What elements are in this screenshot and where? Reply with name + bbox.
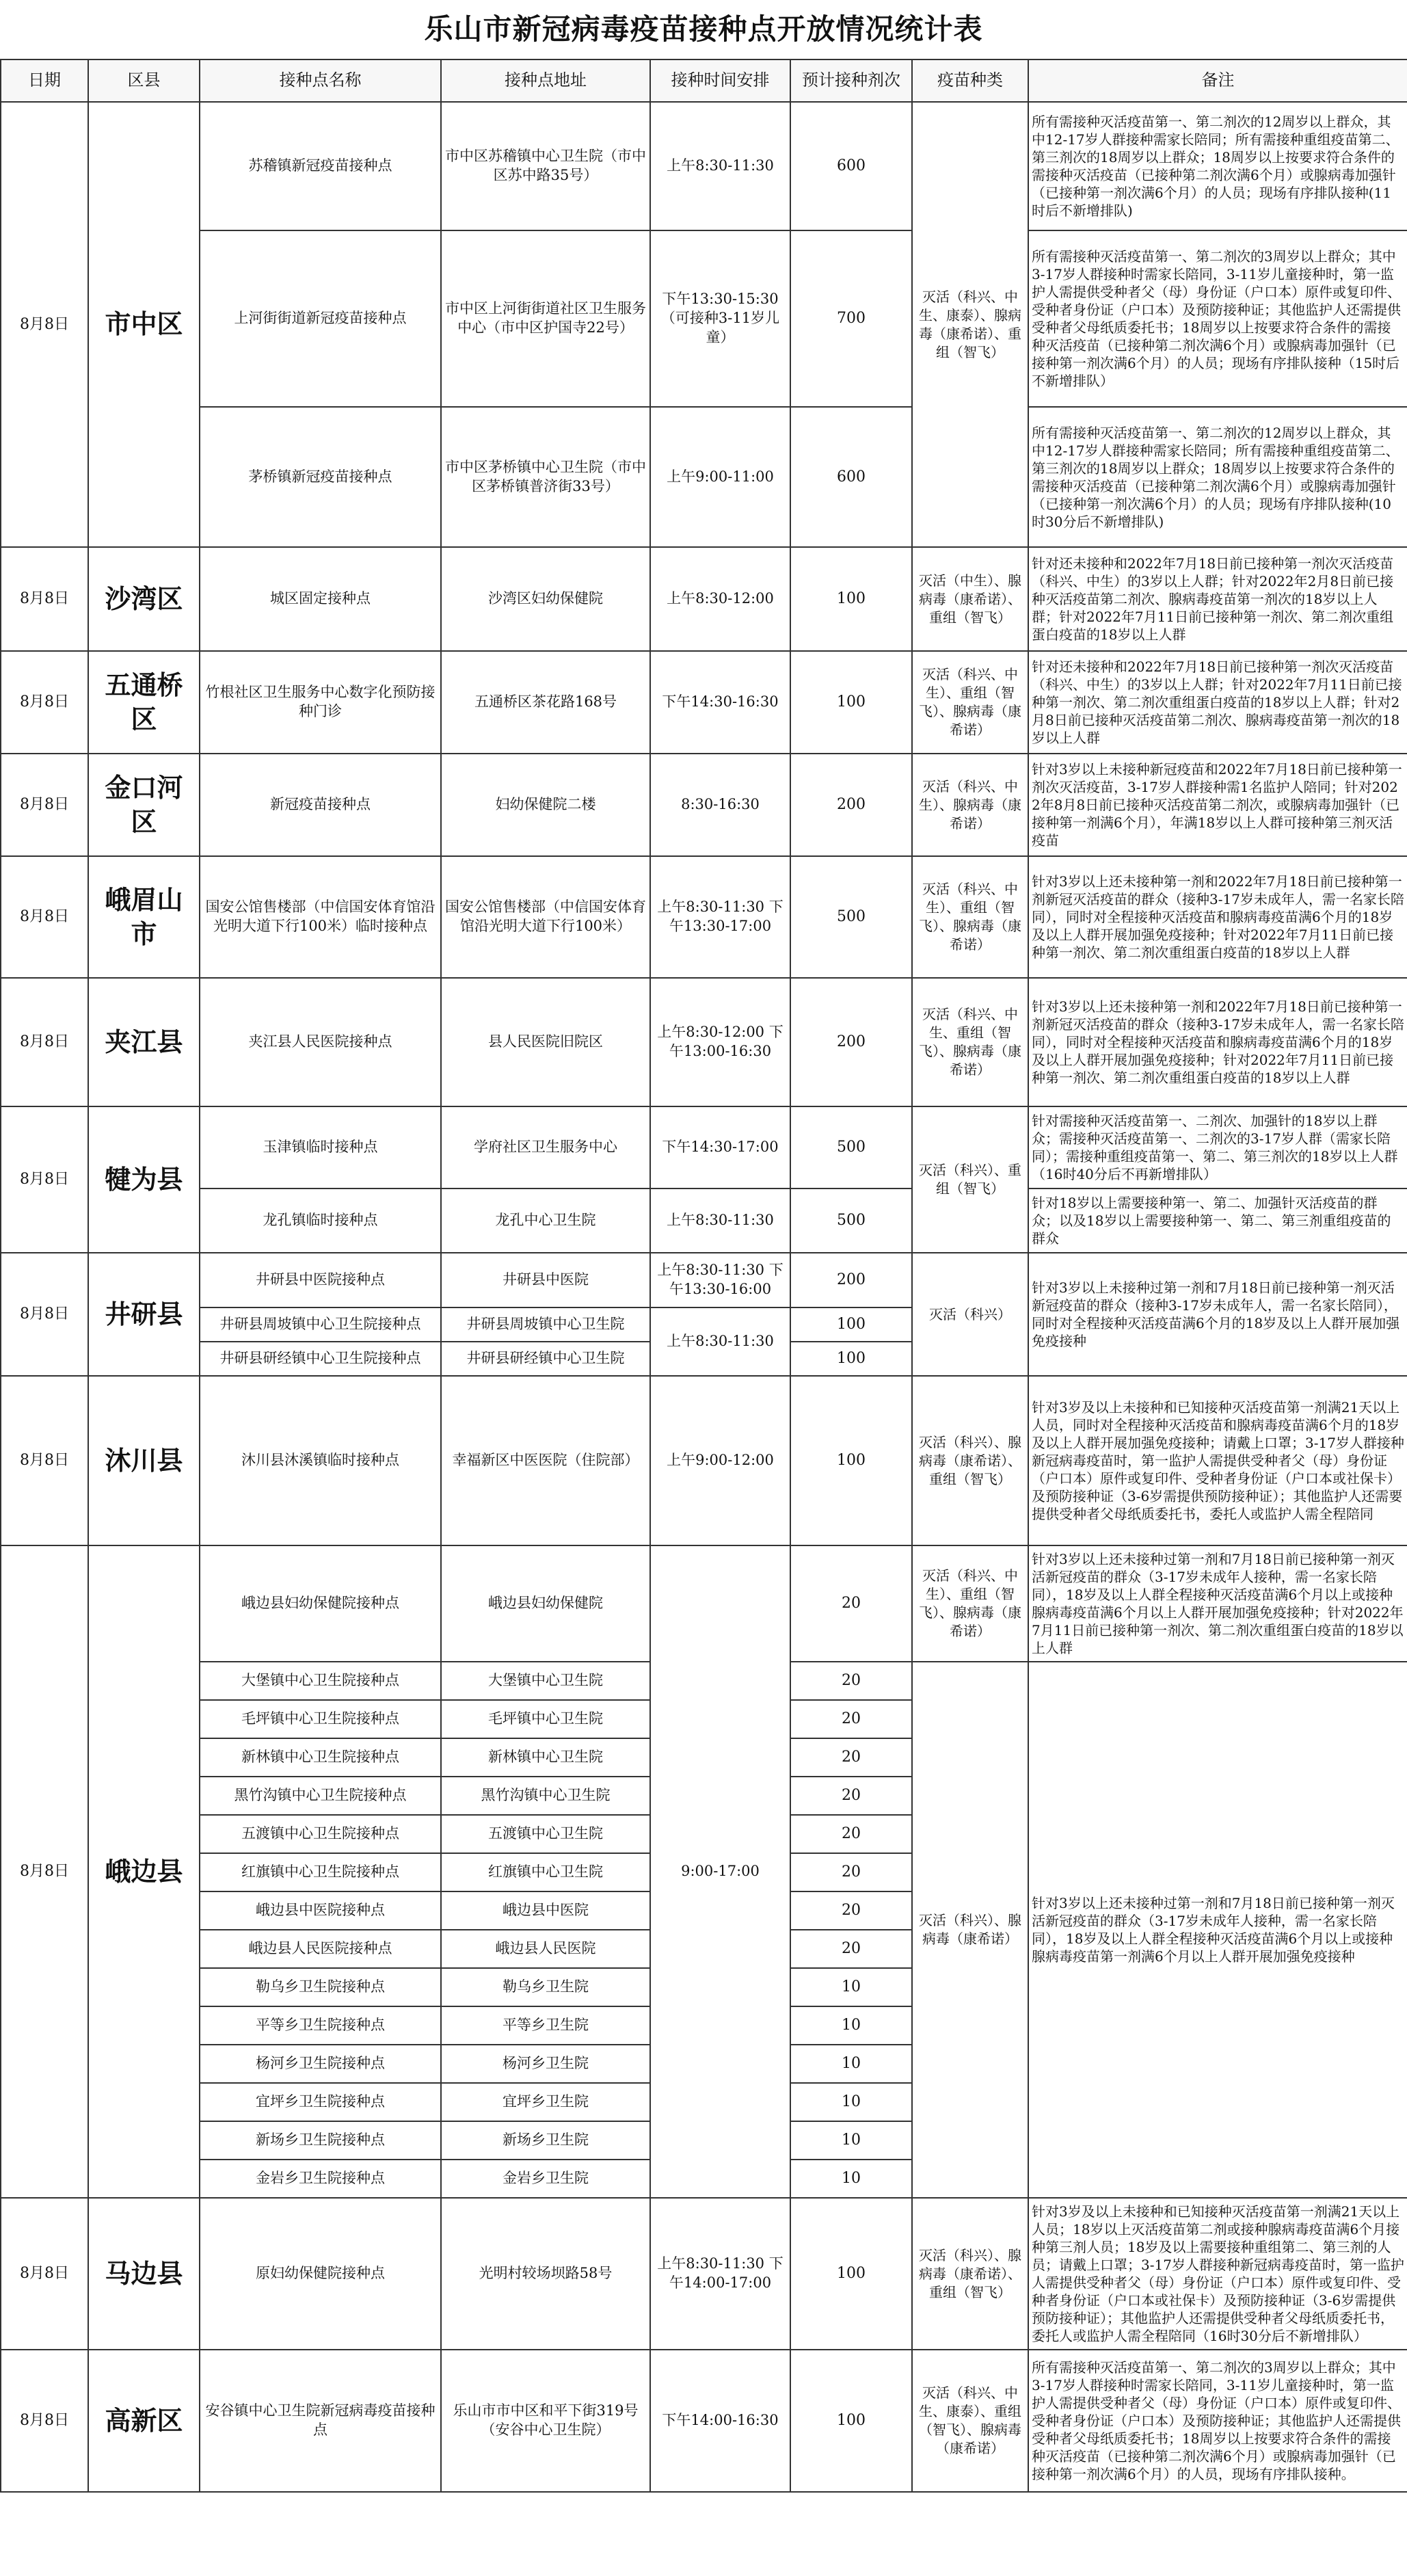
site-name: 毛坪镇中心卫生院接种点 <box>200 1700 441 1738</box>
site-doses: 10 <box>790 2045 912 2083</box>
site-doses: 10 <box>790 1968 912 2006</box>
site-name: 竹根社区卫生服务中心数字化预防接种门诊 <box>200 651 441 754</box>
site-name: 井研县中医院接种点 <box>200 1253 441 1307</box>
site-doses: 500 <box>790 856 912 978</box>
table-row <box>1 1545 1407 1662</box>
site-remarks: 针对3岁以上还未接种第一剂和2022年7月18日前已接种第一剂新冠灭活疫苗的群众（接种3-17岁未成年人，需一名家长陪同），同时对全程接种灭活疫苗和腺病毒疫苗满6个月的18岁及以上人群开展加强免疫接种；针对2022年7月11日前已接种第一剂次、第二剂次重组蛋白疫苗的18岁以上人群 <box>1028 856 1407 978</box>
site-address: 平等乡卫生院 <box>441 2006 650 2045</box>
site-schedule: 上午9:00-12:00 <box>650 1376 790 1545</box>
table-row <box>1 651 1407 754</box>
site-name: 勒乌乡卫生院接种点 <box>200 1968 441 2006</box>
date-cell: 8月8日 <box>1 1545 88 2198</box>
vaccine-type: 灭活（科兴、中生、康泰）、腺病毒（康希诺）、重组（智飞） <box>912 102 1028 547</box>
site-schedule: 下午14:30-16:30 <box>650 651 790 754</box>
header-date: 日期 <box>1 59 88 102</box>
site-name: 杨河乡卫生院接种点 <box>200 2045 441 2083</box>
site-address: 市中区苏稽镇中心卫生院（市中区苏中路35号） <box>441 102 650 230</box>
site-remarks: 所有需接种灭活疫苗第一、第二剂次的3周岁以上群众；其中3-17岁人群接种时需家长陪同，3-11岁儿童接种时，第一监护人需提供受种者父（母）身份证（户口本）原件或复印件、受种者身份证（户口本）及预防接种证；其他监护人还需提供受种者父母纸质委托书；18周岁以上按要求符合条件的需接种灭活疫苗（已接种第二剂次满6个月）或腺病毒加强针（已接种第一剂次满6个月）的人员；现场有序排队接种（15时后不新增排队） <box>1028 230 1407 407</box>
vaccine-type: 灭活（科兴、中生）、重组（智飞）、腺病毒（康希诺） <box>912 1545 1028 1662</box>
header-remarks: 备注 <box>1028 59 1407 102</box>
site-schedule: 上午8:30-11:30 <box>650 1189 790 1253</box>
site-schedule: 上午8:30-11:30 下午13:30-17:00 <box>650 856 790 978</box>
site-doses: 500 <box>790 1106 912 1189</box>
site-doses: 20 <box>790 1930 912 1968</box>
site-address: 勒乌乡卫生院 <box>441 1968 650 2006</box>
site-doses: 200 <box>790 754 912 856</box>
site-doses: 600 <box>790 407 912 547</box>
vaccine-type: 灭活（科兴、中生）、重组（智飞）、腺病毒（康希诺） <box>912 856 1028 978</box>
site-address: 市中区上河街街道社区卫生服务中心（市中区护国寺22号） <box>441 230 650 407</box>
site-schedule: 上午8:30-12:00 <box>650 547 790 651</box>
vaccine-type: 灭活（科兴、中生）、重组（智飞）、腺病毒（康希诺） <box>912 651 1028 754</box>
site-name: 峨边县中医院接种点 <box>200 1891 441 1930</box>
site-doses: 100 <box>790 1307 912 1342</box>
site-address: 国安公馆售楼部（中信国安体育馆沿光明大道下行100米） <box>441 856 650 978</box>
site-name: 新林镇中心卫生院接种点 <box>200 1738 441 1777</box>
site-address: 妇幼保健院二楼 <box>441 754 650 856</box>
site-doses: 100 <box>790 2350 912 2492</box>
table-row <box>1 102 1407 230</box>
site-name: 原妇幼保健院接种点 <box>200 2198 441 2350</box>
vaccine-type: 灭活（科兴）、重组（智飞） <box>912 1106 1028 1253</box>
date-cell: 8月8日 <box>1 2198 88 2350</box>
site-remarks: 针对3岁以上还未接种过第一剂和7月18日前已接种第一剂灭活新冠疫苗的群众（3-17岁未成年人接种，需一名家长陪同），18岁及以上人群全程接种灭活疫苗满6个月以上或接种腺病毒疫苗第一剂满6个月以上人群开展加强免疫接种 <box>1028 1662 1407 2198</box>
table-row <box>1 547 1407 651</box>
site-address: 市中区茅桥镇中心卫生院（市中区茅桥镇普济街33号） <box>441 407 650 547</box>
vaccine-type: 灭活（科兴、中生、重组（智飞）、腺病毒（康希诺） <box>912 978 1028 1106</box>
county-cell: 马边县 <box>88 2198 200 2350</box>
site-doses: 100 <box>790 547 912 651</box>
site-name: 井研县周坡镇中心卫生院接种点 <box>200 1307 441 1342</box>
date-cell: 8月8日 <box>1 1106 88 1253</box>
table-row <box>1 1376 1407 1545</box>
site-remarks: 所有需接种灭活疫苗第一、第二剂次的12周岁以上群众，其中12-17岁人群接种需家长陪同；所有需接种重组疫苗第二、第三剂次的18周岁以上群众；18周岁以上按要求符合条件的需接种灭活疫苗（已接种第二剂次满6个月）或腺病毒加强针（已接种第一剂次满6个月）的人员；现场有序排队接种(10时30分后不新增排队) <box>1028 407 1407 547</box>
site-address: 沙湾区妇幼保健院 <box>441 547 650 651</box>
site-address: 峨边县人民医院 <box>441 1930 650 1968</box>
site-remarks: 针对还未接种和2022年7月18日前已接种第一剂次灭活疫苗（科兴、中生）的3岁以上人群；针对2022年2月8日前已接种灭活疫苗第二剂次、腺病毒疫苗第一剂次的18岁以上人群；针对2022年7月11日前已接种第一剂次、第二剂次重组蛋白疫苗的18岁以上人群 <box>1028 547 1407 651</box>
site-schedule: 上午8:30-12:00 下午13:00-16:30 <box>650 978 790 1106</box>
site-name: 黑竹沟镇中心卫生院接种点 <box>200 1777 441 1815</box>
table-row <box>1 2350 1407 2492</box>
site-name: 平等乡卫生院接种点 <box>200 2006 441 2045</box>
site-doses: 10 <box>790 2121 912 2160</box>
site-address: 金岩乡卫生院 <box>441 2160 650 2198</box>
date-cell: 8月8日 <box>1 102 88 547</box>
vaccine-type: 灭活（科兴、中生、康泰）、重组（智飞）、腺病毒（康希诺） <box>912 2350 1028 2492</box>
site-name: 井研县研经镇中心卫生院接种点 <box>200 1342 441 1376</box>
vaccination-sites-table <box>0 59 1407 2493</box>
site-doses: 600 <box>790 102 912 230</box>
site-schedule: 8:30-16:30 <box>650 754 790 856</box>
header-site-name: 接种点名称 <box>200 59 441 102</box>
county-cell: 五通桥区 <box>88 651 200 754</box>
site-name: 峨边县妇幼保健院接种点 <box>200 1545 441 1662</box>
header-schedule: 接种时间安排 <box>650 59 790 102</box>
site-schedule: 上午8:30-11:30 下午13:30-16:00 <box>650 1253 790 1307</box>
site-doses: 20 <box>790 1700 912 1738</box>
site-remarks: 针对3岁以上未接种过第一剂和7月18日前已接种第一剂灭活新冠疫苗的群众（接种3-17岁未成年人，需一名家长陪同），同时对全程接种灭活疫苗满6个月的18岁及以上人群开展加强免疫接种 <box>1028 1253 1407 1376</box>
site-address: 黑竹沟镇中心卫生院 <box>441 1777 650 1815</box>
date-cell: 8月8日 <box>1 2350 88 2492</box>
site-name: 上河街街道新冠疫苗接种点 <box>200 230 441 407</box>
site-address: 光明村较场坝路58号 <box>441 2198 650 2350</box>
site-address: 幸福新区中医医院（住院部） <box>441 1376 650 1545</box>
header-county: 区县 <box>88 59 200 102</box>
site-doses: 500 <box>790 1189 912 1253</box>
county-cell: 夹江县 <box>88 978 200 1106</box>
site-address: 乐山市市中区和平下街319号（安谷中心卫生院） <box>441 2350 650 2492</box>
site-name: 金岩乡卫生院接种点 <box>200 2160 441 2198</box>
county-cell: 金口河区 <box>88 754 200 856</box>
site-doses: 700 <box>790 230 912 407</box>
site-remarks: 针对3岁以上还未接种第一剂和2022年7月18日前已接种第一剂新冠灭活疫苗的群众（接种3-17岁未成年人，需一名家长陪同），同时对全程接种灭活疫苗和腺病毒疫苗满6个月的18岁及以上人群开展加强免疫接种；针对2022年7月11日前已接种第一剂次、第二剂次重组蛋白疫苗的18岁以上人群 <box>1028 978 1407 1106</box>
site-address: 龙孔中心卫生院 <box>441 1189 650 1253</box>
site-address: 县人民医院旧院区 <box>441 978 650 1106</box>
site-address: 峨边县妇幼保健院 <box>441 1545 650 1662</box>
site-remarks: 针对3岁以上未接种新冠疫苗和2022年7月18日前已接种第一剂次灭活疫苗，3-17岁人群接种需1名监护人陪同；针对2022年8月8日前已接种灭活疫苗第二剂次，或腺病毒加强针（已接种第一剂满6个月），年满18岁以上人群可接种第三剂灭活疫苗 <box>1028 754 1407 856</box>
vaccine-type: 灭活（科兴） <box>912 1253 1028 1376</box>
site-address: 新场乡卫生院 <box>441 2121 650 2160</box>
vaccine-type: 灭活（科兴、中生）、腺病毒（康希诺） <box>912 754 1028 856</box>
site-address: 井研县研经镇中心卫生院 <box>441 1342 650 1376</box>
site-doses: 200 <box>790 1253 912 1307</box>
site-schedule: 下午14:00-16:30 <box>650 2350 790 2492</box>
table-row <box>1 1189 1407 1253</box>
site-doses: 10 <box>790 2160 912 2198</box>
site-name: 宜坪乡卫生院接种点 <box>200 2083 441 2121</box>
site-doses: 20 <box>790 1545 912 1662</box>
county-cell: 峨边县 <box>88 1545 200 2198</box>
site-address: 五渡镇中心卫生院 <box>441 1815 650 1853</box>
site-doses: 100 <box>790 1342 912 1376</box>
site-name: 夹江县人民医院接种点 <box>200 978 441 1106</box>
site-doses: 200 <box>790 978 912 1106</box>
site-schedule: 上午8:30-11:30 <box>650 102 790 230</box>
site-address: 杨河乡卫生院 <box>441 2045 650 2083</box>
site-address: 毛坪镇中心卫生院 <box>441 1700 650 1738</box>
site-schedule: 上午8:30-11:30 下午14:00-17:00 <box>650 2198 790 2350</box>
vaccine-type: 灭活（科兴）、腺病毒（康希诺）、重组（智飞） <box>912 1376 1028 1545</box>
site-address: 大堡镇中心卫生院 <box>441 1662 650 1700</box>
date-cell: 8月8日 <box>1 754 88 856</box>
county-cell: 高新区 <box>88 2350 200 2492</box>
table-row <box>1 1106 1407 1189</box>
site-schedule: 上午8:30-11:30 <box>650 1307 790 1376</box>
site-name: 红旗镇中心卫生院接种点 <box>200 1853 441 1891</box>
site-schedule: 下午14:30-17:00 <box>650 1106 790 1189</box>
date-cell: 8月8日 <box>1 1253 88 1376</box>
county-cell: 峨眉山市 <box>88 856 200 978</box>
site-name: 安谷镇中心卫生院新冠病毒疫苗接种点 <box>200 2350 441 2492</box>
site-address: 新林镇中心卫生院 <box>441 1738 650 1777</box>
document-title: 乐山市新冠病毒疫苗接种点开放情况统计表 <box>424 12 983 46</box>
vaccine-type: 灭活（科兴）、腺病毒（康希诺）、重组（智飞） <box>912 2198 1028 2350</box>
site-remarks: 针对18岁以上需要接种第一、第二、加强针灭活疫苗的群众；以及18岁以上需要接种第一、第二、第三剂重组疫苗的群众 <box>1028 1189 1407 1253</box>
header-vaccine-type: 疫苗种类 <box>912 59 1028 102</box>
site-address: 井研县中医院 <box>441 1253 650 1307</box>
site-schedule: 下午13:30-15:30（可接种3-11岁儿童） <box>650 230 790 407</box>
site-name: 茅桥镇新冠疫苗接种点 <box>200 407 441 547</box>
table-row <box>1 407 1407 547</box>
site-doses: 100 <box>790 1376 912 1545</box>
table-row <box>1 978 1407 1106</box>
site-doses: 20 <box>790 1815 912 1853</box>
site-address: 峨边县中医院 <box>441 1891 650 1930</box>
site-name: 玉津镇临时接种点 <box>200 1106 441 1189</box>
site-name: 沐川县沐溪镇临时接种点 <box>200 1376 441 1545</box>
date-cell: 8月8日 <box>1 1376 88 1545</box>
county-cell: 沙湾区 <box>88 547 200 651</box>
site-doses: 20 <box>790 1853 912 1891</box>
site-remarks: 所有需接种灭活疫苗第一、第二剂次的3周岁以上群众；其中3-17岁人群接种时需家长陪同，3-11岁儿童接种时，第一监护人需提供受种者父（母）身份证（户口本）原件或复印件、受种者身份证（户口本）及预防接种证；其他监护人还需提供受种者父母纸质委托书；18周岁以上按要求符合条件的需接种灭活疫苗（已接种第二剂次满6个月）或腺病毒加强针（已接种第一剂次满6个月）的人员，现场有序排队接种。 <box>1028 2350 1407 2492</box>
site-schedule: 9:00-17:00 <box>650 1545 790 2198</box>
site-schedule: 上午9:00-11:00 <box>650 407 790 547</box>
date-cell: 8月8日 <box>1 978 88 1106</box>
site-name: 国安公馆售楼部（中信国安体育馆沿光明大道下行100米）临时接种点 <box>200 856 441 978</box>
site-doses: 20 <box>790 1662 912 1700</box>
site-doses: 100 <box>790 651 912 754</box>
site-remarks: 针对3岁以上还未接种过第一剂和7月18日前已接种第一剂灭活新冠疫苗的群众（3-17岁未成年人接种，需一名家长陪同），18岁及以上人群全程接种灭活疫苗满6个月以上或接种腺病毒疫苗满6个月以上人群开展加强免疫接种；针对2022年7月11日前已接种第一剂次、第二剂次重组蛋白疫苗的18岁以上人群 <box>1028 1545 1407 1662</box>
vaccine-type: 灭活（中生）、腺病毒（康希诺）、重组（智飞） <box>912 547 1028 651</box>
site-address: 井研县周坡镇中心卫生院 <box>441 1307 650 1342</box>
site-remarks: 所有需接种灭活疫苗第一、第二剂次的12周岁以上群众，其中12-17岁人群接种需家长陪同；所有需接种重组疫苗第二、第三剂次的18周岁以上群众；18周岁以上按要求符合条件的需接种灭活疫苗（已接种第二剂次满6个月）或腺病毒加强针（已接种第一剂次满6个月）的人员；现场有序排队接种(11时后不新增排队) <box>1028 102 1407 230</box>
county-cell: 市中区 <box>88 102 200 547</box>
date-cell: 8月8日 <box>1 547 88 651</box>
date-cell: 8月8日 <box>1 856 88 978</box>
county-cell: 井研县 <box>88 1253 200 1376</box>
site-doses: 10 <box>790 2006 912 2045</box>
county-cell: 沐川县 <box>88 1376 200 1545</box>
site-doses: 20 <box>790 1738 912 1777</box>
site-name: 大堡镇中心卫生院接种点 <box>200 1662 441 1700</box>
site-doses: 10 <box>790 2083 912 2121</box>
site-name: 新冠疫苗接种点 <box>200 754 441 856</box>
table-row <box>1 754 1407 856</box>
table-row <box>1 1253 1407 1307</box>
site-name: 城区固定接种点 <box>200 547 441 651</box>
date-cell: 8月8日 <box>1 651 88 754</box>
site-address: 红旗镇中心卫生院 <box>441 1853 650 1891</box>
site-doses: 20 <box>790 1777 912 1815</box>
table-row <box>1 230 1407 407</box>
site-address: 宜坪乡卫生院 <box>441 2083 650 2121</box>
site-name: 新场乡卫生院接种点 <box>200 2121 441 2160</box>
site-address: 五通桥区茶花路168号 <box>441 651 650 754</box>
site-name: 苏稽镇新冠疫苗接种点 <box>200 102 441 230</box>
site-name: 峨边县人民医院接种点 <box>200 1930 441 1968</box>
site-name: 龙孔镇临时接种点 <box>200 1189 441 1253</box>
site-remarks: 针对3岁及以上未接种和已知接种灭活疫苗第一剂满21天以上人员，同时对全程接种灭活疫苗和腺病毒疫苗满6个月的18岁及以上人群开展加强免疫接种；请戴上口罩；3-17岁人群接种新冠病毒疫苗时，第一监护人需提供受种者父（母）身份证（户口本）原件或复印件、受种者身份证（户口本或社保卡）及预防接种证（3-6岁需提供预防接种证）；其他监护人还需要提供受种者父母纸质委托书，委托人或监护人需全程陪同 <box>1028 1376 1407 1545</box>
county-cell: 犍为县 <box>88 1106 200 1253</box>
table-row <box>1 856 1407 978</box>
site-remarks: 针对需接种灭活疫苗第一、二剂次、加强针的18岁以上群众；需接种灭活疫苗第一、二剂次的3-17岁人群（需家长陪同）；需接种重组疫苗第一、第二、第三剂次的18岁以上人群（16时40分后不再新增排队） <box>1028 1106 1407 1189</box>
site-remarks: 针对还未接种和2022年7月18日前已接种第一剂次灭活疫苗（科兴、中生）的3岁以上人群；针对2022年7月11日前已接种第一剂次、第二剂次重组蛋白疫苗的18岁以上人群；针对2月8日前已接种灭活疫苗第二剂次、腺病毒疫苗第一剂次的18岁以上人群 <box>1028 651 1407 754</box>
site-doses: 100 <box>790 2198 912 2350</box>
vaccine-type: 灭活（科兴）、腺病毒（康希诺） <box>912 1662 1028 2198</box>
table-row <box>1 2198 1407 2350</box>
site-remarks: 针对3岁及以上未接种和已知接种灭活疫苗第一剂满21天以上人员；18岁以上灭活疫苗第二剂或接种腺病毒疫苗满6个月接种第三剂人员；18岁及以上需要接种重组第二、第三剂的人员；请戴上口罩；3-17岁人群接种新冠病毒疫苗时，第一监护人需提供受种者父（母）身份证（户口本）原件或复印件、受种者身份证（户口本或社保卡）及预防接种证（3-6岁需提供预防接种证）；其他监护人还需提供受种者父母纸质委托书，委托人或监护人需全程陪同（16时30分后不新增排队） <box>1028 2198 1407 2350</box>
site-doses: 20 <box>790 1891 912 1930</box>
header-site-address: 接种点地址 <box>441 59 650 102</box>
site-address: 学府社区卫生服务中心 <box>441 1106 650 1189</box>
site-name: 五渡镇中心卫生院接种点 <box>200 1815 441 1853</box>
header-doses: 预计接种剂次 <box>790 59 912 102</box>
